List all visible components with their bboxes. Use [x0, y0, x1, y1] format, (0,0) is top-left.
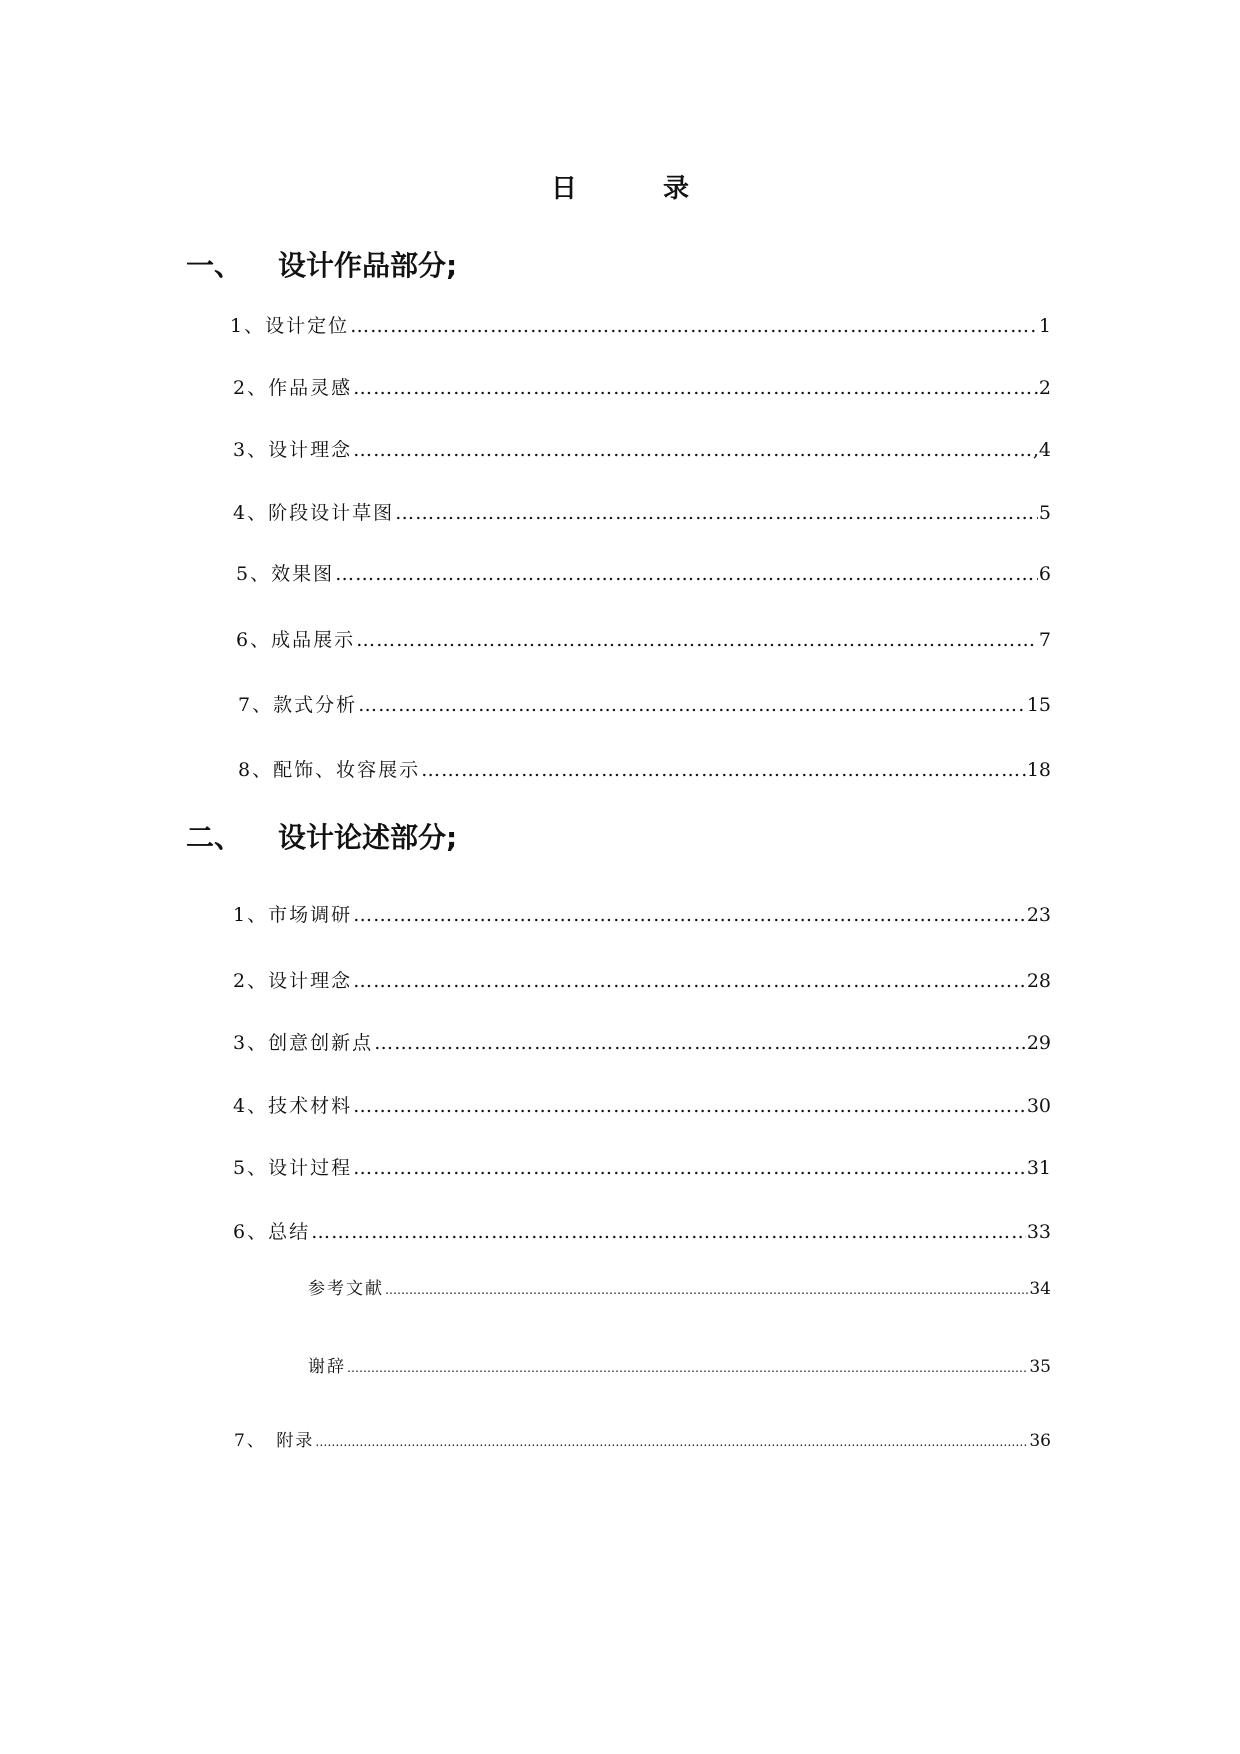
toc-entry[interactable]	[236, 559, 1051, 585]
section-heading-design-work	[186, 244, 457, 284]
toc-entry-page: 29	[1026, 1032, 1051, 1054]
toc-entry-page: 35	[1029, 1357, 1051, 1377]
toc-entry-page: 31	[1026, 1157, 1051, 1179]
leader-dots	[353, 377, 1038, 399]
toc-entry[interactable]	[233, 966, 1051, 992]
toc-entry-page: 5	[1038, 502, 1051, 524]
toc-entry-label: 4、技术材料	[233, 1095, 353, 1117]
leader-dots	[353, 1157, 1026, 1179]
leader-dots	[356, 629, 1038, 651]
toc-entry-label: 2、设计理念	[233, 970, 353, 992]
leader-dots	[353, 1095, 1026, 1117]
leader-dots	[395, 502, 1038, 524]
toc-entry-label: 1、市场调研	[233, 904, 353, 926]
toc-entry[interactable]	[233, 1217, 1051, 1243]
toc-entry-page: ,4	[1032, 439, 1051, 461]
toc-entry-page: 34	[1029, 1279, 1051, 1299]
leader-dots	[353, 904, 1026, 926]
toc-entry-page: 18	[1026, 759, 1051, 781]
leader-dots	[311, 1221, 1026, 1243]
toc-entry[interactable]	[233, 900, 1051, 926]
leader-dots	[315, 1435, 1028, 1449]
toc-entry-page: 1	[1038, 315, 1051, 337]
toc-entry[interactable]	[233, 498, 1051, 524]
toc-entry-page: 30	[1026, 1095, 1051, 1117]
toc-entry-page: 23	[1026, 904, 1051, 926]
toc-entry-page: 7	[1038, 629, 1051, 651]
toc-entry[interactable]	[234, 1426, 1051, 1452]
section-label: 设计作品部分;	[278, 249, 458, 282]
leader-dots	[347, 1361, 1028, 1375]
section-number: 二、	[186, 821, 243, 854]
leader-dots	[358, 694, 1026, 716]
toc-entry-label: 7、 附录	[234, 1431, 315, 1451]
leader-dots	[374, 1032, 1026, 1054]
leader-dots	[335, 563, 1038, 585]
leader-dots	[353, 970, 1026, 992]
toc-entry[interactable]	[236, 625, 1051, 651]
section-number: 一、	[186, 249, 243, 282]
section-heading-design-essay	[186, 816, 457, 856]
toc-entry-page: 33	[1026, 1221, 1051, 1243]
leader-dots	[353, 439, 1032, 461]
leader-dots	[350, 315, 1038, 337]
toc-entry[interactable]	[233, 1091, 1051, 1117]
toc-entry-label: 5、效果图	[236, 563, 335, 585]
toc-entry[interactable]	[230, 311, 1051, 337]
toc-entry[interactable]	[233, 1028, 1051, 1054]
toc-entry-label: 5、设计过程	[233, 1157, 353, 1179]
leader-dots	[421, 759, 1026, 781]
toc-entry-page: 2	[1038, 377, 1051, 399]
toc-entry-label: 2、作品灵感	[233, 377, 353, 399]
toc-entry-label: 3、设计理念	[233, 439, 353, 461]
page-title: 日 录	[550, 174, 719, 204]
toc-entry-label: 1、设计定位	[230, 315, 350, 337]
toc-entry-label: 8、配饰、妆容展示	[238, 759, 421, 781]
toc-entry[interactable]	[238, 755, 1051, 781]
toc-entry[interactable]	[308, 1274, 1051, 1300]
toc-entry-page: 15	[1026, 694, 1051, 716]
toc-entry-page: 28	[1026, 970, 1051, 992]
toc-entry-label: 谢辞	[308, 1357, 346, 1377]
toc-entry[interactable]	[233, 435, 1051, 461]
toc-entry-label: 参考文献	[308, 1279, 384, 1299]
section-label: 设计论述部分;	[278, 821, 458, 854]
toc-entry[interactable]	[233, 1153, 1051, 1179]
toc-entry[interactable]	[238, 690, 1051, 716]
toc-entry[interactable]	[308, 1352, 1051, 1378]
toc-entry-label: 7、款式分析	[238, 694, 358, 716]
toc-entry-page: 6	[1038, 563, 1051, 585]
toc-entry-label: 4、阶段设计草图	[233, 502, 395, 524]
toc-entry[interactable]	[233, 373, 1051, 399]
toc-entry-label: 3、创意创新点	[233, 1032, 374, 1054]
toc-entry-page: 36	[1029, 1431, 1051, 1451]
toc-entry-label: 6、成品展示	[236, 629, 356, 651]
toc-entry-label: 6、总结	[233, 1221, 311, 1243]
leader-dots	[385, 1283, 1028, 1297]
